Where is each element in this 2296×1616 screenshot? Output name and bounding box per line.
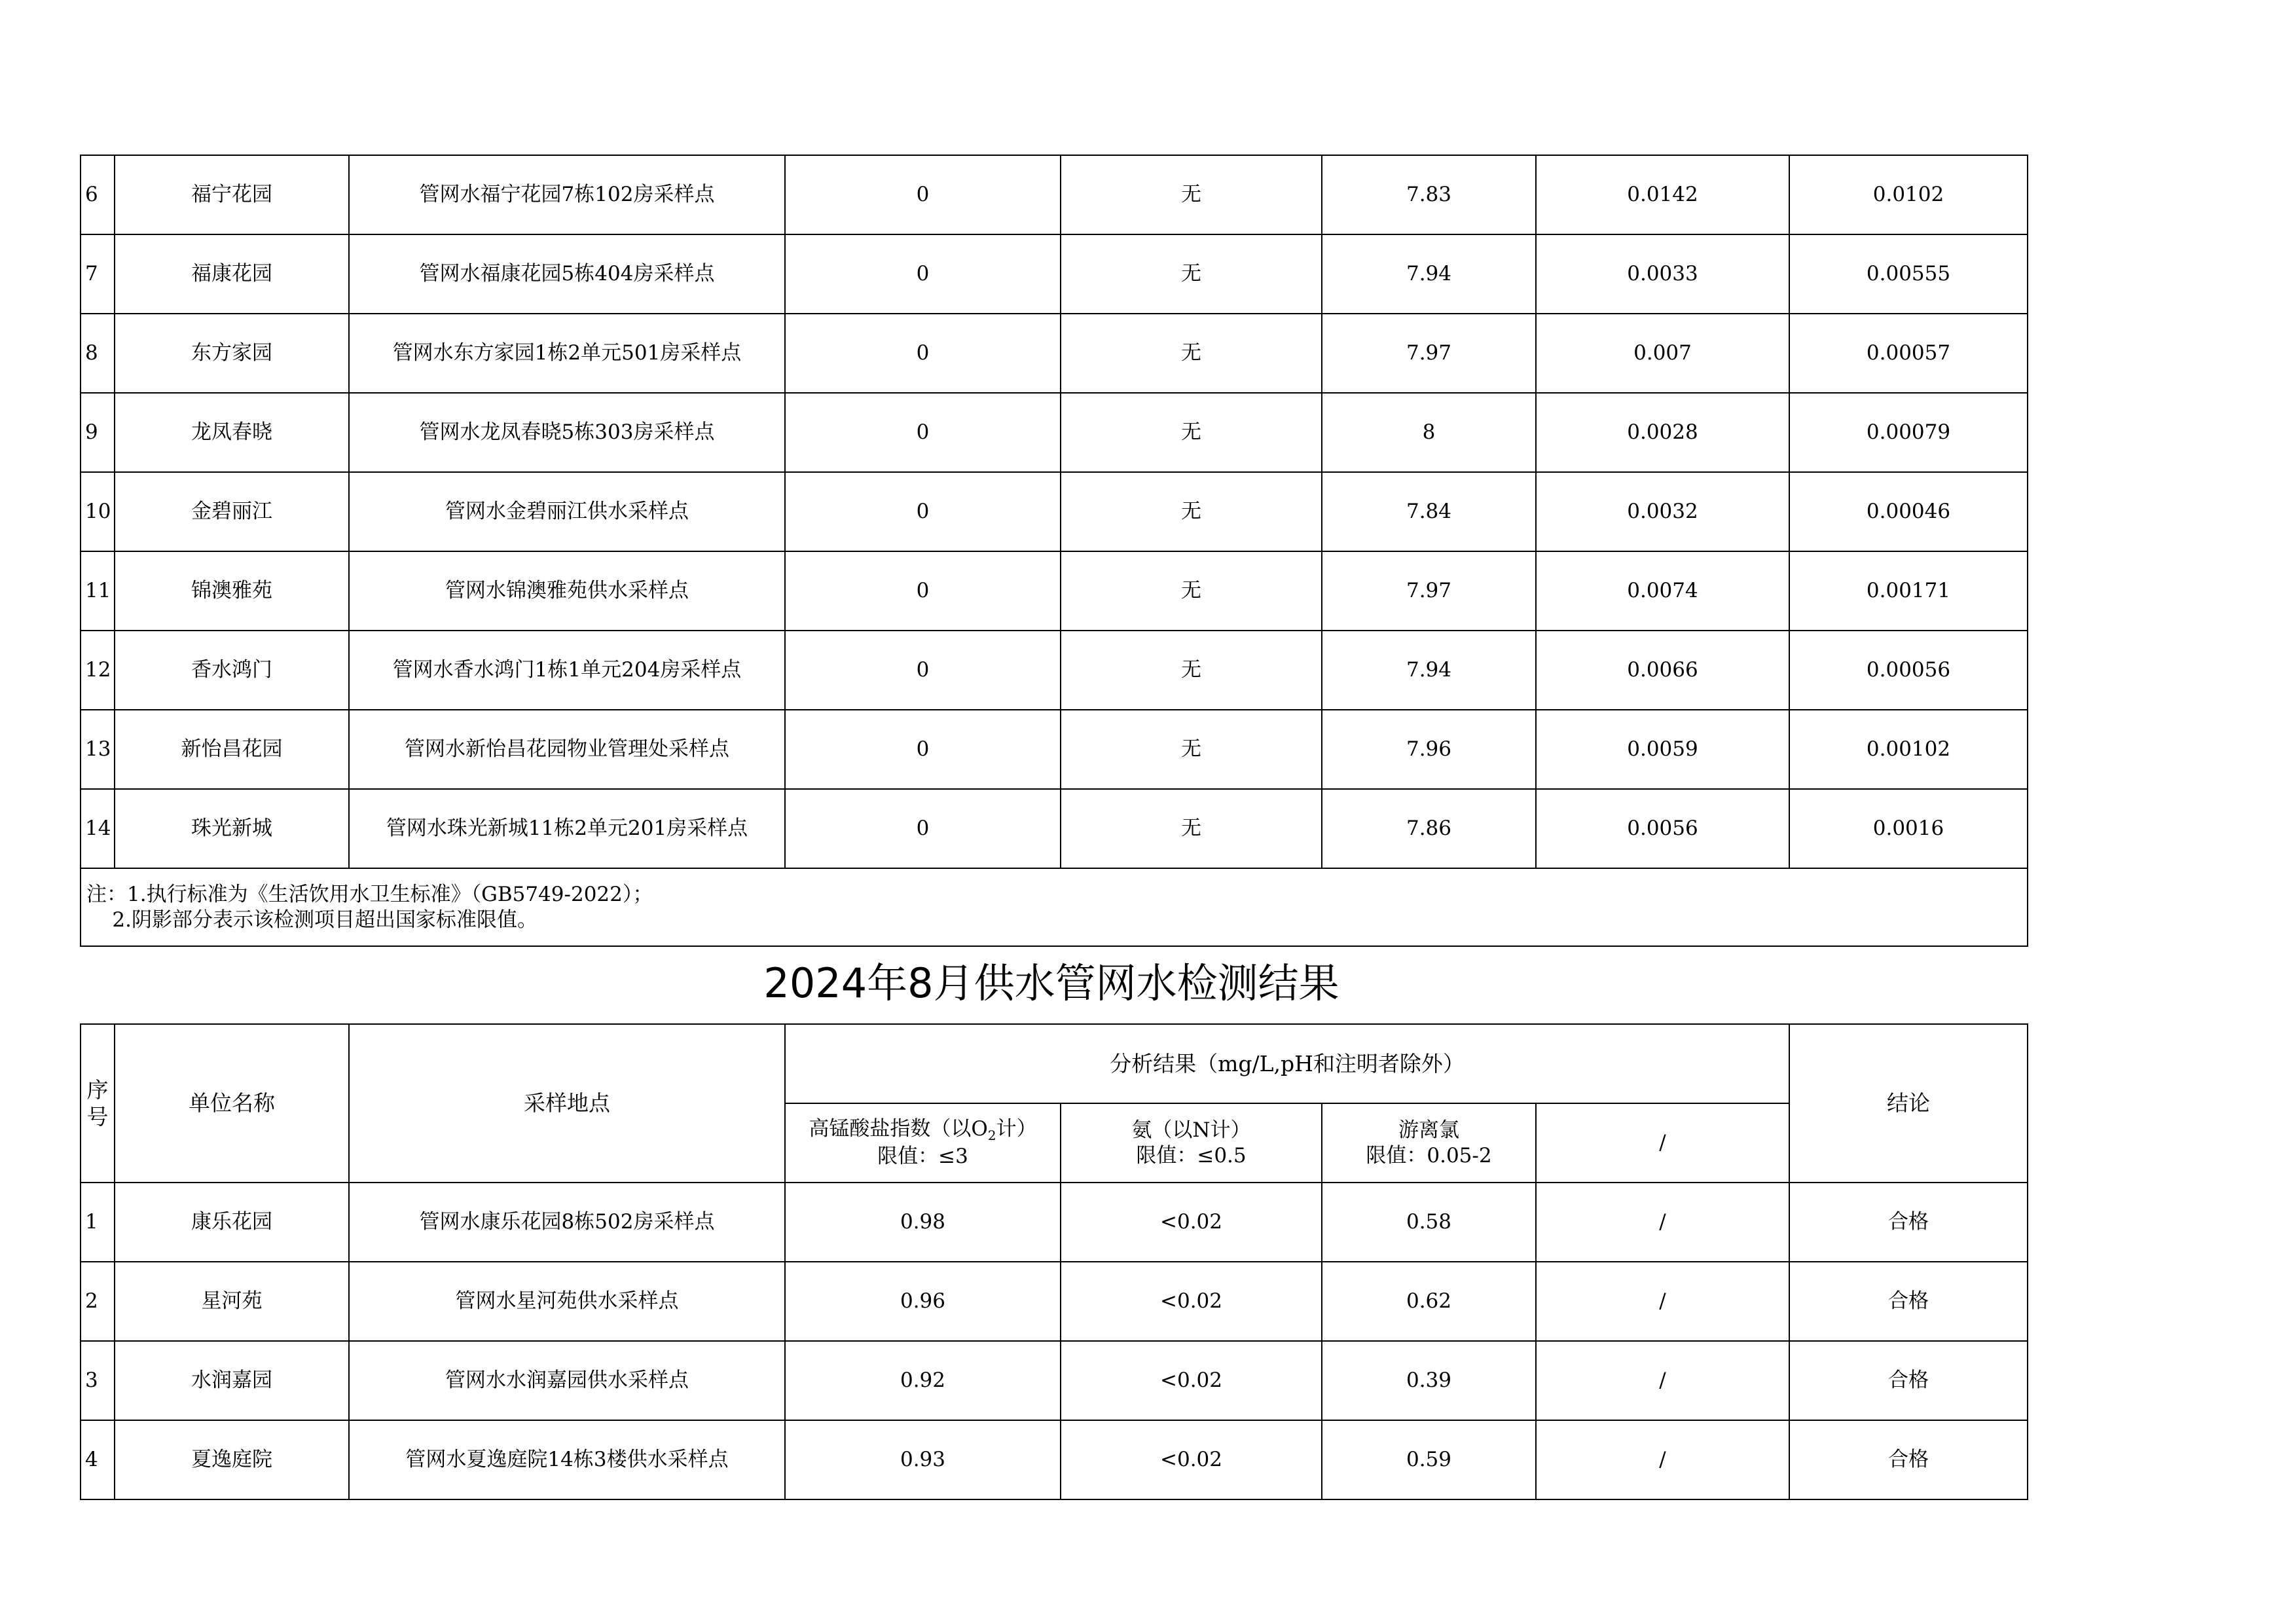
cell-c2: 无: [1061, 472, 1322, 551]
cell-result: 合格: [1789, 1183, 2028, 1262]
cell-c1: 0: [785, 631, 1061, 710]
cell-c2: <0.02: [1061, 1183, 1322, 1262]
cell-no: 4: [81, 1420, 115, 1499]
cell-c5: 0.00046: [1789, 472, 2028, 551]
table-row: [81, 631, 2028, 710]
header-permanganate-limit: 限值：≤3: [877, 1145, 968, 1169]
cell-site: 管网水康乐花园8栋502房采样点: [349, 1183, 785, 1262]
cell-c1: 0: [785, 472, 1061, 551]
cell-unit: 福宁花园: [115, 155, 349, 234]
cell-c2: 无: [1061, 551, 1322, 631]
cell-c3: 0.59: [1322, 1420, 1536, 1499]
cell-c4: 0.0142: [1536, 155, 1789, 234]
cell-unit: 新怡昌花园: [115, 710, 349, 789]
cell-c2: 无: [1061, 710, 1322, 789]
cell-no: 8: [81, 314, 115, 393]
header-site: 采样地点: [349, 1024, 785, 1183]
cell-c3: 7.83: [1322, 155, 1536, 234]
cell-site: 管网水锦澳雅苑供水采样点: [349, 551, 785, 631]
cell-no: 11: [81, 551, 115, 631]
cell-c1: 0.96: [785, 1262, 1061, 1341]
cell-c2: 无: [1061, 155, 1322, 234]
cell-no: 9: [81, 393, 115, 472]
cell-c1: 0.93: [785, 1420, 1061, 1499]
cell-unit: 水润嘉园: [115, 1341, 349, 1420]
cell-c4: /: [1536, 1183, 1789, 1262]
cell-result: 合格: [1789, 1262, 2028, 1341]
table-row: [81, 1262, 2028, 1341]
cell-site: 管网水香水鸿门1栋1单元204房采样点: [349, 631, 785, 710]
cell-no: 2: [81, 1262, 115, 1341]
header-no: 序号: [81, 1024, 115, 1183]
cell-result: 合格: [1789, 1420, 2028, 1499]
cell-c5: 0.0016: [1789, 789, 2028, 868]
header-ammonia-limit: 限值：≤0.5: [1136, 1143, 1247, 1167]
header-blank: /: [1536, 1103, 1789, 1183]
footnote-line-1: 注：1.执行标准为《生活饮用水卫生标准》（GB5749-2022）；: [86, 882, 653, 906]
cell-c5: 0.00057: [1789, 314, 2028, 393]
table-row: [81, 155, 2028, 234]
cell-unit: 星河苑: [115, 1262, 349, 1341]
cell-c3: 0.39: [1322, 1341, 1536, 1420]
header-free-chlorine-limit: 限值：0.05-2: [1366, 1143, 1492, 1167]
cell-c4: 0.0056: [1536, 789, 1789, 868]
footnote: [81, 868, 2028, 946]
cell-c5: 0.0102: [1789, 155, 2028, 234]
cell-no: 14: [81, 789, 115, 868]
cell-c1: 0.92: [785, 1341, 1061, 1420]
header-free-chlorine: 游离氯 限值：0.05-2: [1322, 1103, 1536, 1183]
cell-c4: 0.0074: [1536, 551, 1789, 631]
cell-c1: 0: [785, 551, 1061, 631]
cell-c4: /: [1536, 1341, 1789, 1420]
cell-site: 管网水福宁花园7栋102房采样点: [349, 155, 785, 234]
cell-c3: 7.97: [1322, 551, 1536, 631]
cell-site: 管网水福康花园5栋404房采样点: [349, 234, 785, 314]
cell-c4: /: [1536, 1420, 1789, 1499]
cell-c5: 0.00555: [1789, 234, 2028, 314]
cell-result: 合格: [1789, 1341, 2028, 1420]
cell-c1: 0: [785, 393, 1061, 472]
cell-c1: 0.98: [785, 1183, 1061, 1262]
cell-unit: 康乐花园: [115, 1183, 349, 1262]
cell-site: 管网水夏逸庭院14栋3楼供水采样点: [349, 1420, 785, 1499]
cell-c5: 0.00102: [1789, 710, 2028, 789]
results-table-continued: [80, 155, 2028, 947]
table-row: [81, 314, 2028, 393]
cell-unit: 龙凤春晓: [115, 393, 349, 472]
cell-unit: 金碧丽江: [115, 472, 349, 551]
results-table-august: [80, 1023, 2028, 1500]
cell-site: 管网水新怡昌花园物业管理处采样点: [349, 710, 785, 789]
cell-c2: 无: [1061, 631, 1322, 710]
table-row: [81, 393, 2028, 472]
footnote-line-2: 2.阴影部分表示该检测项目超出国家标准限值。: [86, 908, 538, 932]
cell-c3: 7.86: [1322, 789, 1536, 868]
cell-unit: 珠光新城: [115, 789, 349, 868]
cell-site: 管网水龙凤春晓5栋303房采样点: [349, 393, 785, 472]
cell-c2: <0.02: [1061, 1420, 1322, 1499]
cell-c5: 0.00171: [1789, 551, 2028, 631]
cell-c1: 0: [785, 314, 1061, 393]
cell-c3: 7.84: [1322, 472, 1536, 551]
cell-c3: 7.94: [1322, 234, 1536, 314]
cell-c4: 0.0066: [1536, 631, 1789, 710]
cell-c2: 无: [1061, 314, 1322, 393]
table-row: [81, 1183, 2028, 1262]
header-ammonia: 氨（以N计） 限值：≤0.5: [1061, 1103, 1322, 1183]
table-row: [81, 1420, 2028, 1499]
cell-c3: 0.62: [1322, 1262, 1536, 1341]
cell-unit: 夏逸庭院: [115, 1420, 349, 1499]
cell-site: 管网水星河苑供水采样点: [349, 1262, 785, 1341]
cell-c4: 0.0032: [1536, 472, 1789, 551]
cell-c1: 0: [785, 234, 1061, 314]
cell-c5: 0.00079: [1789, 393, 2028, 472]
table-row: [81, 234, 2028, 314]
cell-c4: 0.0033: [1536, 234, 1789, 314]
cell-no: 6: [81, 155, 115, 234]
table-row: [81, 551, 2028, 631]
cell-c3: 7.97: [1322, 314, 1536, 393]
header-conclusion: 结论: [1789, 1024, 2028, 1183]
cell-c2: 无: [1061, 789, 1322, 868]
cell-no: 1: [81, 1183, 115, 1262]
cell-unit: 东方家园: [115, 314, 349, 393]
cell-site: 管网水东方家园1栋2单元501房采样点: [349, 314, 785, 393]
table-row: [81, 789, 2028, 868]
cell-unit: 锦澳雅苑: [115, 551, 349, 631]
cell-no: 3: [81, 1341, 115, 1420]
cell-c3: 0.58: [1322, 1183, 1536, 1262]
cell-c3: 8: [1322, 393, 1536, 472]
cell-c1: 0: [785, 789, 1061, 868]
header-permanganate: 高锰酸盐指数（以$O_2$计） 限值：≤3: [785, 1103, 1061, 1183]
cell-c2: <0.02: [1061, 1262, 1322, 1341]
cell-c4: 0.007: [1536, 314, 1789, 393]
cell-c2: <0.02: [1061, 1341, 1322, 1420]
cell-no: 7: [81, 234, 115, 314]
cell-c4: 0.0059: [1536, 710, 1789, 789]
cell-unit: 香水鸿门: [115, 631, 349, 710]
cell-c2: 无: [1061, 393, 1322, 472]
header-unit: 单位名称: [115, 1024, 349, 1183]
cell-c1: 0: [785, 710, 1061, 789]
table-row: [81, 1341, 2028, 1420]
table-row: [81, 710, 2028, 789]
cell-c3: 7.96: [1322, 710, 1536, 789]
cell-c4: /: [1536, 1262, 1789, 1341]
cell-unit: 福康花园: [115, 234, 349, 314]
table-row: [81, 472, 2028, 551]
cell-no: 12: [81, 631, 115, 710]
cell-site: 管网水珠光新城11栋2单元201房采样点: [349, 789, 785, 868]
cell-c4: 0.0028: [1536, 393, 1789, 472]
cell-no: 10: [81, 472, 115, 551]
header-analysis: 分析结果（mg/L,pH和注明者除外）: [785, 1024, 1789, 1103]
cell-no: 13: [81, 710, 115, 789]
cell-site: 管网水水润嘉园供水采样点: [349, 1341, 785, 1420]
cell-c1: 0: [785, 155, 1061, 234]
page-title: 2024年8月供水管网水检测结果: [763, 959, 1339, 1007]
cell-site: 管网水金碧丽江供水采样点: [349, 472, 785, 551]
cell-c5: 0.00056: [1789, 631, 2028, 710]
cell-c3: 7.94: [1322, 631, 1536, 710]
cell-c2: 无: [1061, 234, 1322, 314]
